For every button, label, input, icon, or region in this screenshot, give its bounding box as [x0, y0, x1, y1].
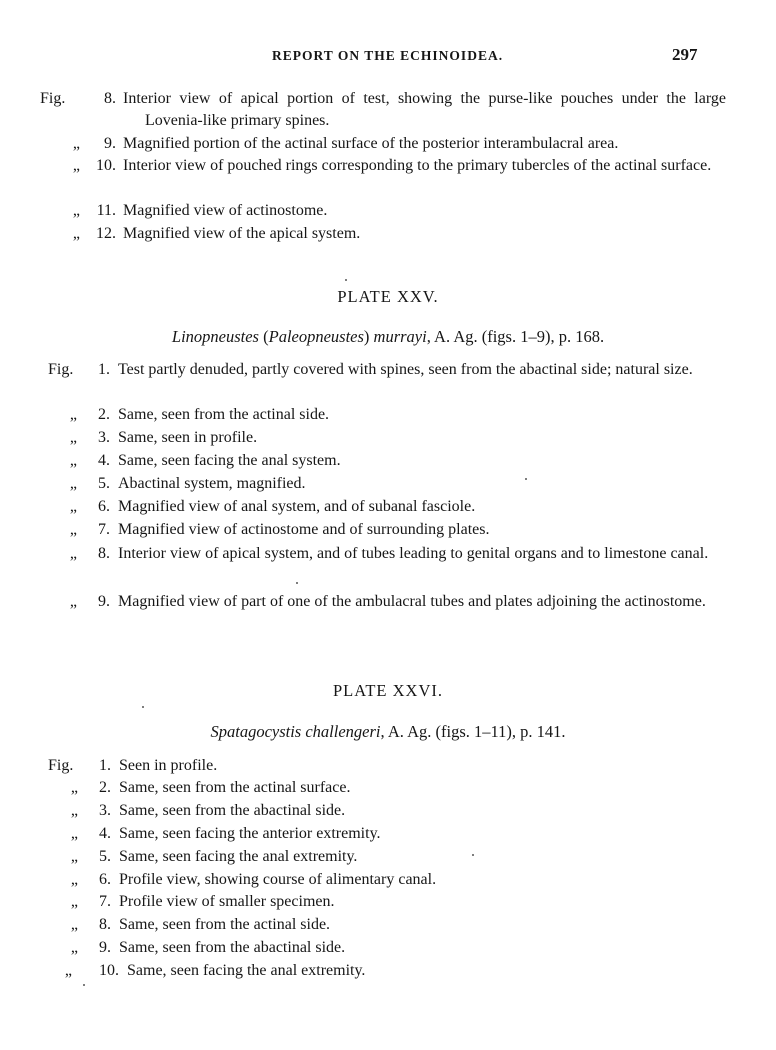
fig-number: 4. — [98, 452, 110, 469]
fig-number: 9. — [99, 939, 111, 956]
fig-prefix: „ — [70, 825, 78, 842]
species-name: Spatagocystis challengeri — [210, 722, 381, 741]
fig-number: 7. — [98, 521, 110, 538]
fig-prefix: „ — [70, 802, 78, 819]
fig-number: 6. — [98, 498, 110, 515]
fig-number: 4. — [99, 825, 111, 842]
species-genus: Linopneustes — [171, 327, 259, 346]
fig-prefix: „ — [69, 545, 77, 562]
fig-prefix: „ — [72, 157, 80, 174]
fig-description: Interior view of apical portion of test, showing the purse-like pouches under the large Lovenia-like primary spines. — [123, 90, 726, 129]
fig-prefix: Fig. — [48, 757, 74, 774]
fig-prefix: „ — [69, 593, 77, 610]
scan-speck — [472, 854, 474, 856]
fig-number: 10. — [99, 962, 119, 979]
fig-prefix: „ — [70, 848, 78, 865]
species-subgenus: Paleopneustes — [268, 327, 364, 346]
fig-description: Same, seen facing the anal extremity. — [119, 848, 358, 865]
plate-citation: , A. Ag. (figs. 1–11), p. 141. — [380, 722, 566, 741]
fig-number: 7. — [99, 893, 111, 910]
fig-description: Test partly denuded, partly covered with spines, seen from the abactinal side; natural size. — [118, 361, 693, 378]
fig-number: 5. — [98, 475, 110, 492]
fig-number: 2. — [98, 406, 110, 423]
fig-description: Magnified view of the apical system. — [123, 225, 361, 242]
fig-number: 8. — [99, 916, 111, 933]
fig-description: Magnified view of actinostome and of surrounding plates. — [118, 521, 490, 538]
fig-prefix: „ — [70, 939, 78, 956]
running-title: REPORT ON THE ECHINOIDEA. — [272, 48, 504, 63]
fig-number: 8. — [104, 90, 116, 107]
fig-number: 12. — [96, 225, 116, 242]
fig-description: Abactinal system, magnified. — [118, 475, 306, 492]
fig-prefix: „ — [72, 202, 80, 219]
fig-number: 3. — [99, 802, 111, 819]
fig-prefix: Fig. — [40, 90, 66, 107]
fig-number: 5. — [99, 848, 111, 865]
plate-title-xxv: PLATE XXV. — [337, 287, 439, 306]
fig-description: Same, seen from the actinal side. — [119, 916, 331, 933]
fig-prefix: „ — [70, 916, 78, 933]
fig-number: 9. — [98, 593, 110, 610]
fig-number: 2. — [99, 779, 111, 796]
plate-species-xxv: Linopneustes (Paleopneustes) murrayi, A. Ag. (figs. 1–9), p. 168. — [171, 327, 605, 346]
fig-prefix: „ — [69, 498, 77, 515]
fig-prefix: „ — [69, 521, 77, 538]
scan-speck — [142, 706, 144, 708]
plate-title-xxvi: PLATE XXVI. — [333, 681, 443, 700]
fig-number: 9. — [104, 135, 116, 152]
fig-description: Magnified view of part of one of the ambulacral tubes and plates adjoining the actinostome. — [118, 593, 706, 610]
fig-description: Same, seen from the actinal side. — [118, 406, 330, 423]
fig-number: 11. — [96, 202, 116, 219]
fig-description: Magnified portion of the actinal surface of the posterior interambulacral area. — [123, 135, 619, 152]
fig-prefix: „ — [72, 135, 80, 152]
fig-description: Magnified view of anal system, and of subanal fasciole. — [118, 498, 476, 515]
plate-citation: , A. Ag. (figs. 1–9), p. 168. — [426, 327, 605, 346]
fig-description: Same, seen from the actinal surface. — [119, 779, 351, 796]
fig-prefix: „ — [70, 779, 78, 796]
fig-description: Interior view of pouched rings corresponding to the primary tubercles of the actinal surface. — [123, 157, 712, 174]
fig-description: Seen in profile. — [119, 757, 218, 774]
fig-number: 6. — [99, 871, 111, 888]
fig-description: Same, seen facing the anal system. — [118, 452, 341, 469]
fig-description: Same, seen facing the anal extremity. — [127, 962, 366, 979]
fig-description: Profile view, showing course of alimentary canal. — [119, 871, 437, 888]
species-epithet: murrayi — [373, 327, 427, 346]
fig-number: 1. — [99, 757, 111, 774]
page-header — [0, 46, 776, 70]
scan-speck — [525, 478, 527, 480]
fig-number: 1. — [98, 361, 110, 378]
fig-number: 3. — [98, 429, 110, 446]
fig-prefix: „ — [70, 871, 78, 888]
scan-speck — [345, 279, 347, 281]
fig-number: 8. — [98, 545, 110, 562]
fig-prefix: „ — [69, 429, 77, 446]
fig-description: Same, seen facing the anterior extremity. — [119, 825, 381, 842]
fig-prefix: „ — [64, 962, 72, 979]
fig-prefix: „ — [69, 406, 77, 423]
fig-prefix: „ — [69, 475, 77, 492]
fig-description: Same, seen in profile. — [118, 429, 258, 446]
fig-prefix: „ — [72, 225, 80, 242]
scan-speck — [296, 582, 298, 584]
scan-speck — [83, 984, 85, 986]
fig-description: Same, seen from the abactinal side. — [119, 939, 346, 956]
page-number: 297 — [672, 45, 698, 64]
fig-description: Interior view of apical system, and of tubes leading to genital organs and to limestone canal. — [118, 545, 709, 562]
fig-number: 10. — [96, 157, 116, 174]
plate-species-xxvi — [0, 722, 776, 742]
fig-prefix: Fig. — [48, 361, 74, 378]
fig-prefix: „ — [69, 452, 77, 469]
fig-prefix: „ — [70, 893, 78, 910]
fig-description: Magnified view of actinostome. — [123, 202, 328, 219]
fig-description: Same, seen from the abactinal side. — [119, 802, 346, 819]
fig-description: Profile view of smaller specimen. — [119, 893, 335, 910]
